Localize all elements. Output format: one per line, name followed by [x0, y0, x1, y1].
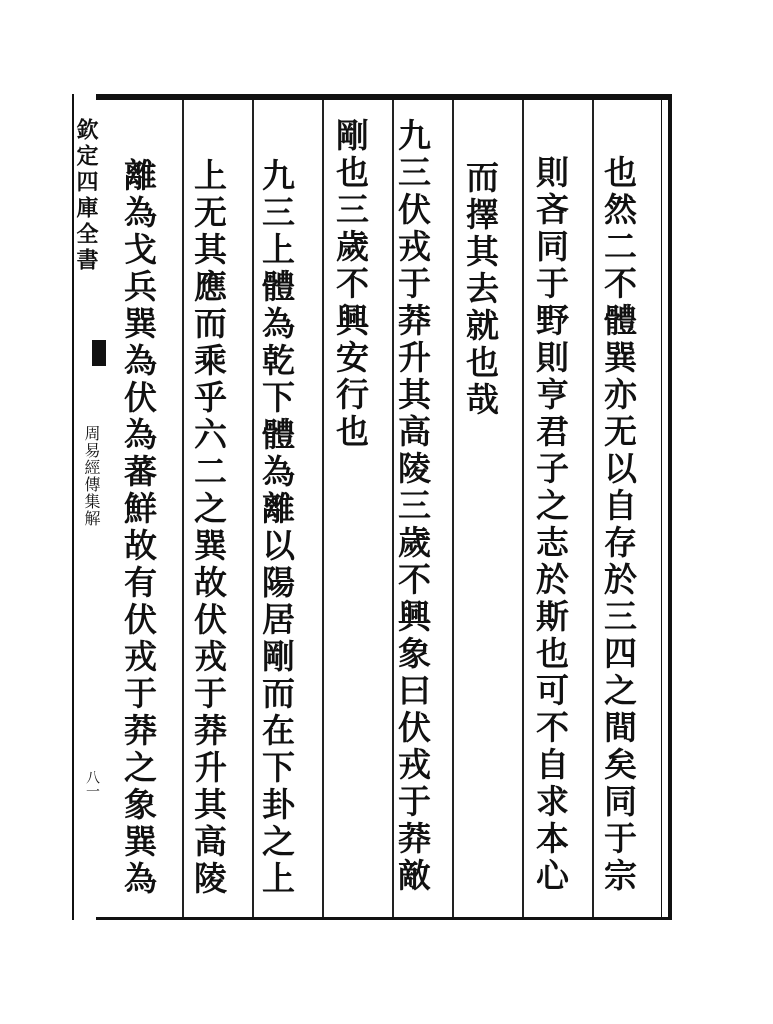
folio-number: 八一: [84, 770, 100, 798]
text-column-7: 上无其應而乘乎六二之巽故伏戎于莽升其高陵: [189, 158, 228, 898]
text-column-5: 剛也三歲不興安行也: [331, 118, 370, 451]
column-rule: [322, 100, 324, 917]
text-column-3: 而擇其去就也哉: [461, 160, 500, 419]
text-column-1: 也然二不體巽亦无以自存於三四之間矣同于宗: [599, 155, 638, 895]
text-column-4: 九三伏戎于莽升其高陵三歲不興象曰伏戎于莽敵: [393, 118, 432, 895]
column-rule: [182, 100, 184, 917]
column-rule: [592, 100, 594, 917]
book-title: 周易經傳集解: [82, 425, 101, 527]
library-mark: 欽定四庫全書: [73, 118, 99, 274]
column-rule: [452, 100, 454, 917]
text-column-2: 則吝同于野則亨君子之志於斯也可不自求本心: [531, 155, 570, 895]
column-rule: [252, 100, 254, 917]
text-column-8: 離為戈兵巽為伏為蕃鮮故有伏戎于莽之象巽為: [119, 158, 158, 898]
text-frame: [96, 94, 672, 920]
text-column-6: 九三上體為乾下體為離以陽居剛而在下卦之上: [257, 158, 296, 898]
column-rule: [522, 100, 524, 917]
